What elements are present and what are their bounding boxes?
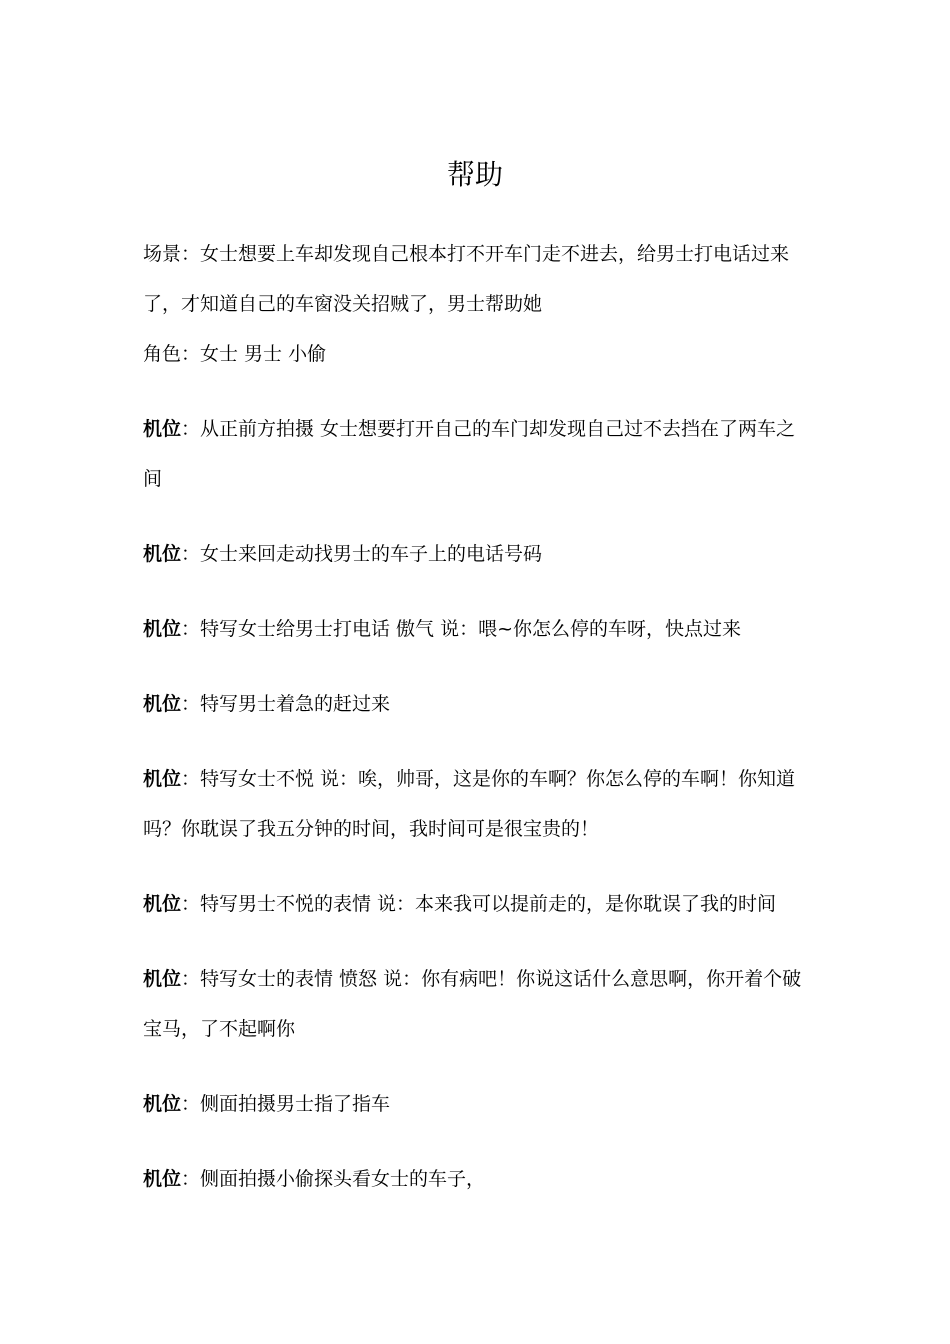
- shot-paragraph: [143, 754, 811, 854]
- shot-text: ：侧面拍摄小偷探头看女士的车子，: [181, 1168, 486, 1190]
- shot-label: 机位: [143, 618, 182, 640]
- shot-paragraph: [143, 954, 811, 1054]
- scene-text: ：女士想要上车却发现自己根本打不开车门走不进去，给男士打电话过来了，才知道自己的车窗没关招贼了，男士帮助她: [143, 243, 790, 315]
- shot-paragraph: [143, 879, 811, 929]
- shot-label: 机位: [143, 893, 182, 915]
- shot-text: ：女士来回走动找男士的车子上的电话号码: [181, 543, 543, 565]
- document-title: 帮助: [446, 158, 503, 191]
- shot-text: ：特写女士不悦 说：唉，帅哥，这是你的车啊？你怎么停的车啊！你知道吗？你耽误了我五分钟的时间，我时间可是很宝贵的！: [143, 768, 796, 840]
- shot-text: ：侧面拍摄男士指了指车: [181, 1093, 391, 1115]
- scene-paragraph: [143, 229, 811, 329]
- shot-label: 机位: [143, 768, 182, 790]
- shot-text: ：特写女士的表情 愤怒 说：你有病吧！你说这话什么意思啊，你开着个破宝马，了不起啊你: [143, 968, 802, 1040]
- shot-paragraph: [143, 529, 811, 579]
- shot-paragraph: [143, 1154, 811, 1204]
- shot-paragraph: [143, 1079, 811, 1129]
- shot-text: ：特写男士不悦的表情 说：本来我可以提前走的，是你耽误了我的时间: [181, 893, 777, 915]
- shot-label: 机位: [143, 1093, 182, 1115]
- shot-label: 机位: [143, 693, 182, 715]
- shot-text: ：特写女士给男士打电话 傲气 说：喂~你怎么停的车呀，快点过来: [181, 618, 742, 640]
- shot-paragraph: [143, 604, 811, 654]
- shot-label: 机位: [143, 418, 182, 440]
- roles-label: 角色: [143, 343, 182, 365]
- document-body: [143, 229, 811, 1204]
- shot-label: 机位: [143, 1168, 182, 1190]
- shot-paragraph: [143, 404, 811, 504]
- shot-label: 机位: [143, 543, 182, 565]
- shot-label: 机位: [143, 968, 182, 990]
- roles-paragraph: [143, 329, 811, 379]
- shot-text: ：从正前方拍摄 女士想要打开自己的车门却发现自己过不去挡在了两车之间: [143, 418, 796, 490]
- shot-text: ：特写男士着急的赶过来: [181, 693, 391, 715]
- scene-label: 场景: [143, 243, 182, 265]
- roles-text: ：女士 男士 小偷: [181, 343, 327, 365]
- shot-paragraph: [143, 679, 811, 729]
